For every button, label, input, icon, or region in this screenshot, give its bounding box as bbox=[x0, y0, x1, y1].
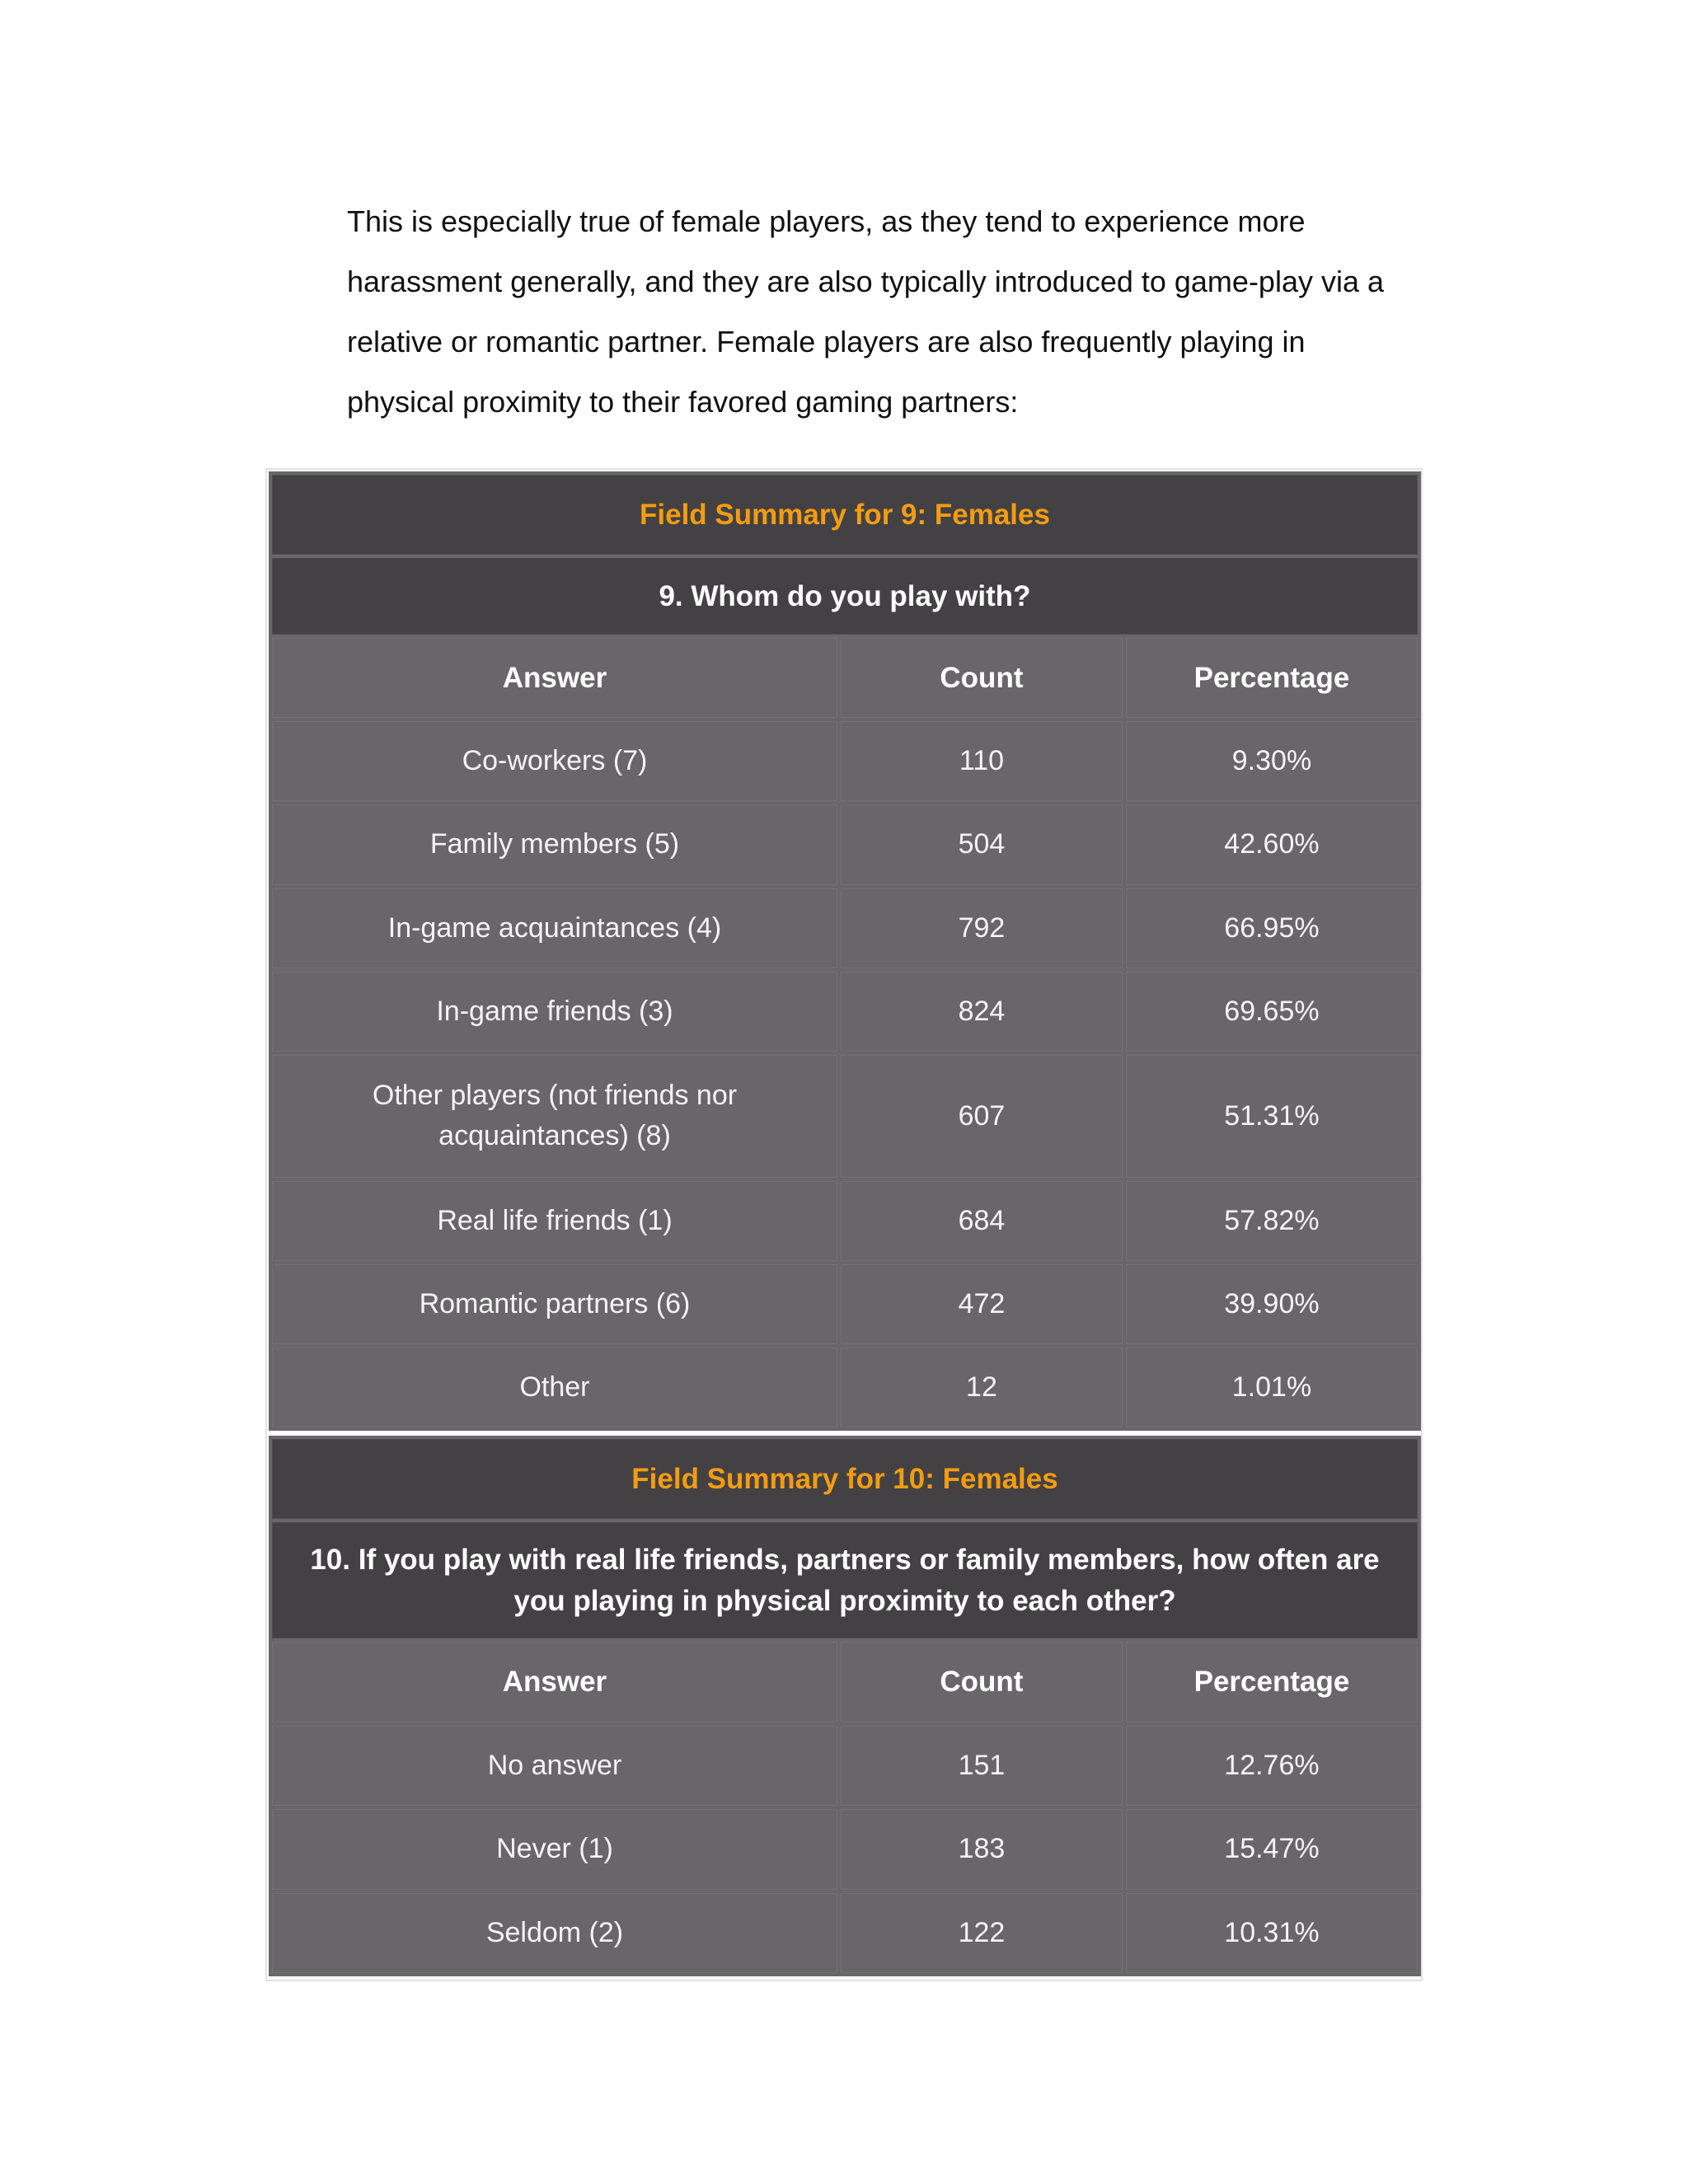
column-header-percentage: Percentage bbox=[1126, 1642, 1418, 1722]
table-title: Field Summary for 10: Females bbox=[272, 1439, 1418, 1519]
column-header-count: Count bbox=[841, 1642, 1123, 1722]
count-cell: 122 bbox=[841, 1893, 1123, 1973]
column-header-answer: Answer bbox=[272, 1642, 837, 1722]
summary-table-q9 bbox=[269, 471, 1421, 1431]
count-cell: 183 bbox=[841, 1809, 1123, 1889]
table-row bbox=[272, 1809, 1418, 1889]
answer-cell: Real life friends (1) bbox=[272, 1181, 837, 1261]
percentage-cell: 1.01% bbox=[1126, 1347, 1418, 1427]
column-header-row bbox=[272, 638, 1418, 718]
percentage-cell: 15.47% bbox=[1126, 1809, 1418, 1889]
count-cell: 110 bbox=[841, 721, 1123, 801]
column-header-answer: Answer bbox=[272, 638, 837, 718]
table-title-row bbox=[272, 475, 1418, 555]
intro-paragraph bbox=[347, 191, 1451, 432]
field-summary-10 bbox=[269, 1436, 1421, 1976]
table-row bbox=[272, 804, 1418, 884]
percentage-cell: 10.31% bbox=[1126, 1893, 1418, 1973]
table-row bbox=[272, 1726, 1418, 1806]
answer-cell: Romantic partners (6) bbox=[272, 1264, 837, 1344]
percentage-cell: 57.82% bbox=[1126, 1181, 1418, 1261]
percentage-cell: 39.90% bbox=[1126, 1264, 1418, 1344]
count-cell: 684 bbox=[841, 1181, 1123, 1261]
column-header-row bbox=[272, 1642, 1418, 1722]
percentage-cell: 69.65% bbox=[1126, 972, 1418, 1052]
percentage-cell: 12.76% bbox=[1126, 1726, 1418, 1806]
percentage-cell: 42.60% bbox=[1126, 804, 1418, 884]
intro-line: physical proximity to their favored gaming partners: bbox=[347, 385, 1019, 419]
answer-cell: Family members (5) bbox=[272, 804, 837, 884]
column-header-count: Count bbox=[841, 638, 1123, 718]
count-cell: 472 bbox=[841, 1264, 1123, 1344]
answer-cell: In-game friends (3) bbox=[272, 972, 837, 1052]
intro-line: relative or romantic partner. Female players are also frequently playing in bbox=[347, 325, 1306, 359]
answer-cell: In-game acquaintances (4) bbox=[272, 888, 837, 968]
answer-cell: Seldom (2) bbox=[272, 1893, 837, 1973]
table-title: Field Summary for 9: Females bbox=[272, 475, 1418, 555]
question-row bbox=[272, 1522, 1418, 1638]
count-cell: 824 bbox=[841, 972, 1123, 1052]
intro-line: This is especially true of female players, as they tend to experience more bbox=[347, 204, 1306, 238]
question-text: 10. If you play with real life friends, partners or family members, how often are you playing in physical proximity to each other? bbox=[272, 1522, 1418, 1638]
answer-cell: Other players (not friends nor acquaintances) (8) bbox=[272, 1055, 837, 1178]
column-header-percentage: Percentage bbox=[1126, 638, 1418, 718]
count-cell: 607 bbox=[841, 1055, 1123, 1178]
table-row bbox=[272, 1347, 1418, 1427]
field-summary-9 bbox=[269, 471, 1421, 1431]
summary-table-q10 bbox=[269, 1436, 1421, 1976]
percentage-cell: 9.30% bbox=[1126, 721, 1418, 801]
percentage-cell: 51.31% bbox=[1126, 1055, 1418, 1178]
intro-line: harassment generally, and they are also typically introduced to game-play via a bbox=[347, 265, 1385, 298]
summary-tables-frame bbox=[265, 468, 1423, 1981]
count-cell: 504 bbox=[841, 804, 1123, 884]
table-row bbox=[272, 888, 1418, 968]
percentage-cell: 66.95% bbox=[1126, 888, 1418, 968]
question-row bbox=[272, 558, 1418, 635]
answer-cell: Never (1) bbox=[272, 1809, 837, 1889]
answer-cell: No answer bbox=[272, 1726, 837, 1806]
count-cell: 792 bbox=[841, 888, 1123, 968]
answer-cell: Other bbox=[272, 1347, 837, 1427]
table-title-row bbox=[272, 1439, 1418, 1519]
table-row bbox=[272, 1893, 1418, 1973]
count-cell: 151 bbox=[841, 1726, 1123, 1806]
table-row bbox=[272, 721, 1418, 801]
table-row bbox=[272, 1264, 1418, 1344]
count-cell: 12 bbox=[841, 1347, 1123, 1427]
table-row bbox=[272, 1181, 1418, 1261]
answer-cell: Co-workers (7) bbox=[272, 721, 837, 801]
question-text: 9. Whom do you play with? bbox=[272, 558, 1418, 635]
table-row bbox=[272, 972, 1418, 1052]
table-row bbox=[272, 1055, 1418, 1178]
